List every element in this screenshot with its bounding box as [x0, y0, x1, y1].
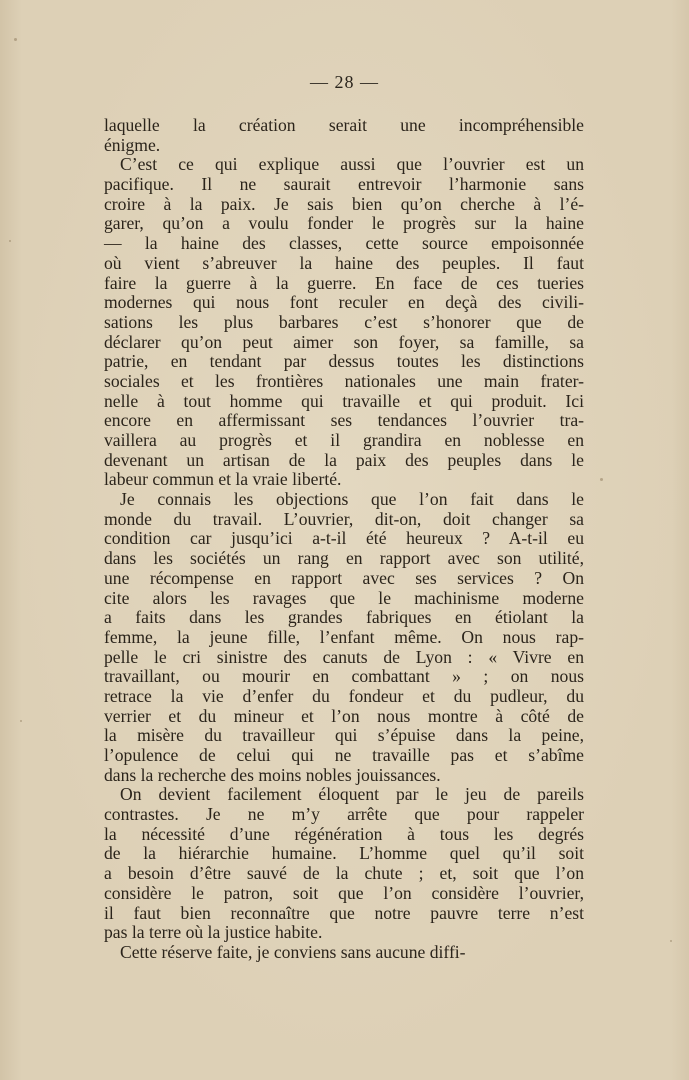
text-line: pacifique. Il ne saurait entrevoir l’harmonie sans [104, 174, 584, 195]
text-line: Je connais les objections que l’on fait dans le [120, 489, 584, 510]
text-line: labeur commun et la vraie liberté. [104, 469, 342, 490]
text-line: devenant un artisan de la paix des peuples dans le [104, 449, 584, 470]
text-line: Cette réserve faite, je conviens sans aucune diffi- [120, 941, 466, 962]
text-line: dans les sociétés un rang en rapport avec son utilité, [104, 548, 584, 569]
text-line: vaillera au progrès et il grandira en noblesse en [104, 430, 584, 450]
text-line: considère le patron, soit que l’on considère l’ouvrier, [104, 882, 584, 903]
text-line: encore en affermissant ses tendances l’ouvrier tra- [104, 410, 584, 431]
text-line: — la haine des classes, cette source empoisonnée [104, 233, 584, 254]
paper-speck [600, 478, 603, 481]
text-line: sations les plus barbares c’est s’honorer que de [104, 311, 584, 332]
paper-speck [14, 38, 17, 41]
text-line: croire à la paix. Je sais bien qu’on cherche à l’é- [104, 193, 584, 214]
page-number: — 28 — [310, 72, 379, 92]
text-line: On devient facilement éloquent par le jeu de pareils [120, 784, 584, 805]
text-line: il faut bien reconnaître que notre pauvre terre n’est [104, 902, 584, 923]
text-line: a faits dans les grandes fabriques en étiolant la [104, 607, 584, 628]
body-text [104, 116, 584, 963]
text-line: monde du travail. L’ouvrier, dit-on, doit changer sa [104, 508, 584, 529]
text-line: nelle à tout homme qui travaille et qui produit. Ici [104, 390, 584, 411]
text-line: a besoin d’être sauvé de la chute ; et, soit que l’on [104, 863, 584, 884]
text-line: C’est ce qui explique aussi que l’ouvrier est un [120, 154, 584, 175]
text-line: contrastes. Je ne m’y arrête que pour rappeler [104, 804, 584, 825]
text-line: sociales et les frontières nationales une main frater- [104, 370, 584, 391]
text-line: modernes qui nous font reculer en deçà des civili- [104, 292, 584, 313]
text-line: énigme. [104, 134, 161, 155]
text-line: travaillant, ou mourir en combattant » ; on nous [104, 666, 584, 687]
text-line: cite alors les ravages que le machinisme moderne [104, 587, 584, 608]
text-line: laquelle la création serait une incompréhensible [104, 115, 584, 135]
text-line: où vient s’abreuver la haine des peuples. Il faut [104, 252, 584, 273]
text-line: la nécessité d’une régénération à tous les degrés [104, 823, 584, 844]
text-line: pelle le cri sinistre des canuts de Lyon : « Vivre en [104, 646, 584, 667]
paper-speck [9, 240, 11, 242]
text-line: garer, qu’on a voulu fonder le progrès sur la haine [104, 213, 584, 234]
text-line: patrie, en tendant par dessus toutes les distinctions [104, 351, 584, 372]
text-line: dans la recherche des moins nobles jouissances. [104, 764, 441, 785]
text-line: condition car jusqu’ici a-t-il été heureux ? A-t-il eu [104, 528, 584, 549]
text-line: faire la guerre à la guerre. En face de ces tueries [104, 272, 584, 293]
text-line: verrier et du mineur et l’on nous montre à côté de [104, 705, 584, 726]
text-line: femme, la jeune fille, l’enfant même. On nous rap- [104, 626, 584, 647]
text-line: de la hiérarchie humaine. L’homme quel qu’il soit [104, 843, 584, 864]
text-line: retrace la vie d’enfer du fondeur et du pudleur, du [104, 685, 584, 706]
text-line: la misère du travailleur qui s’épuise dans la peine, [104, 725, 584, 746]
paper-speck [670, 940, 672, 942]
text-line: une récompense en rapport avec ses services ? On [104, 567, 584, 588]
text-line: pas la terre où la justice habite. [104, 922, 323, 943]
text-line: déclarer qu’on peut aimer son foyer, sa famille, sa [104, 331, 584, 352]
text-line: l’opulence de celui qui ne travaille pas et s’abîme [104, 745, 584, 765]
paper-speck [20, 720, 22, 722]
